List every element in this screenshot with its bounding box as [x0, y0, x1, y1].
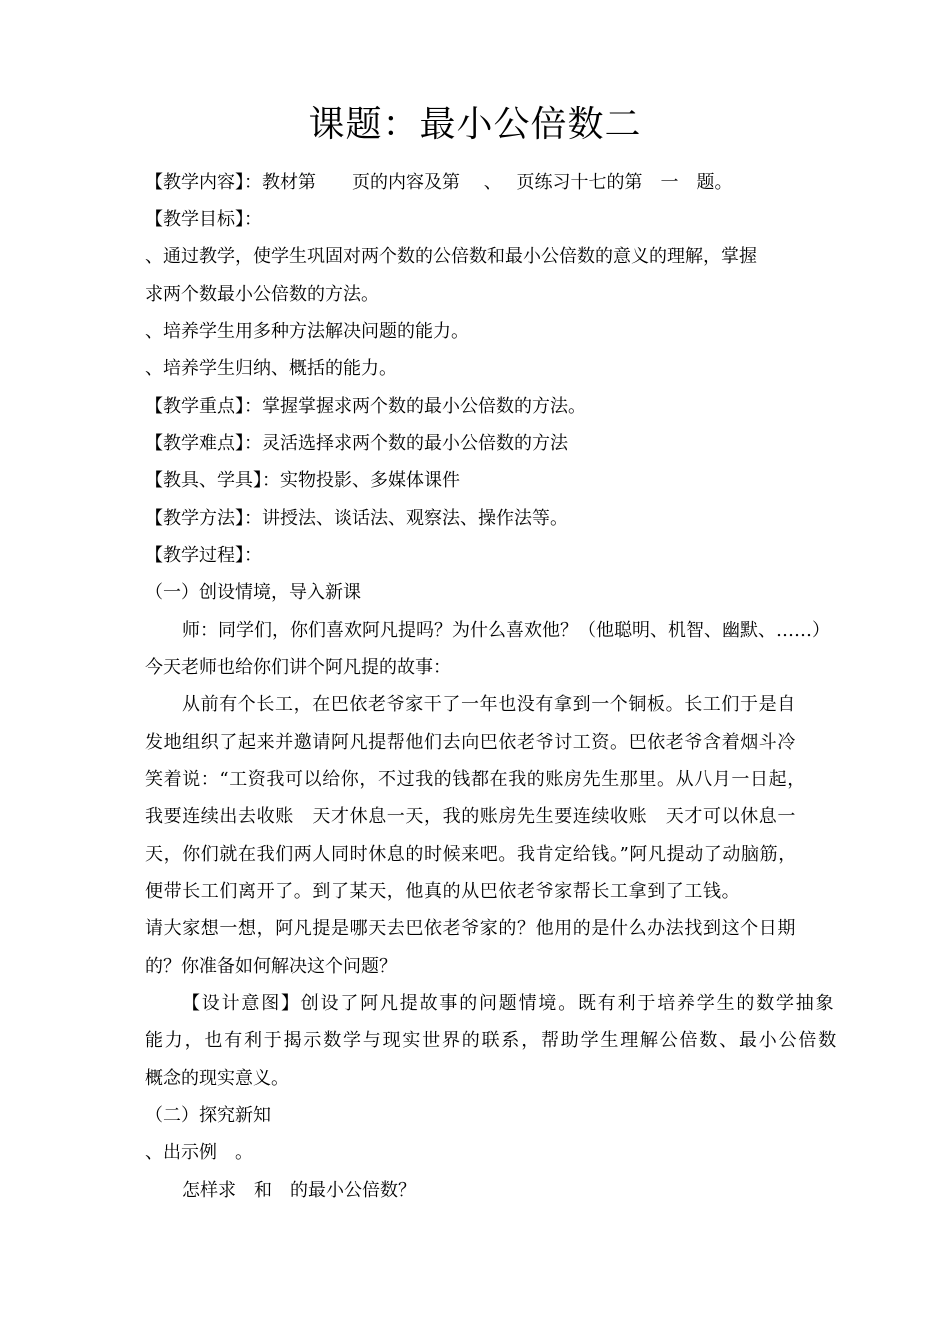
question-line-2: 的？你准备如何解决这个问题？ — [145, 956, 397, 977]
story-line-6: 便带长工们离开了。到了某天，他真的从巴依老爷家帮长工拿到了工钱。 — [145, 881, 741, 902]
goal-3-line: 、培养学生归纳、概括的能力。 — [145, 358, 397, 379]
teaching-process-heading: 【教学过程】： — [145, 545, 262, 566]
example-question-line: 怎样求 和 的最小公倍数？ — [182, 1180, 416, 1201]
section-1-heading: （一）创设情境，导入新课 — [145, 582, 361, 603]
goal-2-line: 、培养学生用多种方法解决问题的能力。 — [145, 321, 469, 342]
page-title: 课题：最小公倍数二 — [308, 104, 642, 145]
story-line-4: 我要连续出去收账 天才休息一天，我的账房先生要连续收账 天才可以休息一 — [145, 806, 796, 827]
story-line-3: 笑着说：“工资我可以给你，不过我的钱都在我的账房先生那里。从八月一日起， — [145, 769, 806, 790]
dialogue-line-1: 师：同学们，你们喜欢阿凡提吗？为什么喜欢他？（他聪明、机智、幽默、……） — [182, 620, 830, 641]
question-line-1: 请大家想一想，阿凡提是哪天去巴依老爷家的？他用的是什么办法找到这个日期 — [145, 918, 796, 939]
dialogue-line-2: 今天老师也给你们讲个阿凡提的故事： — [145, 657, 451, 678]
design-intent-line-2: 能力，也有利于揭示数学与现实世界的联系，帮助学生理解公倍数、最小公倍数 — [145, 1030, 838, 1051]
story-line-2: 发地组织了起来并邀请阿凡提帮他们去向巴依老爷讨工资。巴依老爷含着烟斗冷 — [145, 732, 796, 753]
teaching-content-line: 【教学内容】：教材第 页的内容及第 、 页练习十七的第 一 题。 — [145, 172, 733, 193]
section-2-heading: （二）探究新知 — [145, 1105, 271, 1126]
teaching-goals-heading: 【教学目标】： — [145, 209, 262, 230]
design-intent-line-1: 【设计意图】创设了阿凡提故事的问题情境。既有利于培养学生的数学抽象 — [182, 993, 836, 1014]
example-line: 、出示例 。 — [145, 1142, 253, 1163]
teaching-aids-line: 【教具、学具】：实物投影、多媒体课件 — [145, 470, 460, 491]
goal-1-line-1: 、通过教学，使学生巩固对两个数的公倍数和最小公倍数的意义的理解，掌握 — [145, 246, 757, 267]
difficulty-line: 【教学难点】：灵活选择求两个数的最小公倍数的方法 — [145, 433, 568, 454]
key-point-line: 【教学重点】：掌握掌握求两个数的最小公倍数的方法。 — [145, 396, 586, 417]
teaching-methods-line: 【教学方法】：讲授法、谈话法、观察法、操作法等。 — [145, 508, 568, 529]
story-line-5: 天，你们就在我们两人同时休息的时候来吧。我肯定给钱。”阿凡提动了动脑筋， — [145, 844, 797, 865]
story-line-1: 从前有个长工，在巴依老爷家干了一年也没有拿到一个铜板。长工们于是自 — [182, 694, 796, 715]
goal-1-line-2: 求两个数最小公倍数的方法。 — [145, 284, 379, 305]
design-intent-line-3: 概念的现实意义。 — [145, 1068, 289, 1089]
